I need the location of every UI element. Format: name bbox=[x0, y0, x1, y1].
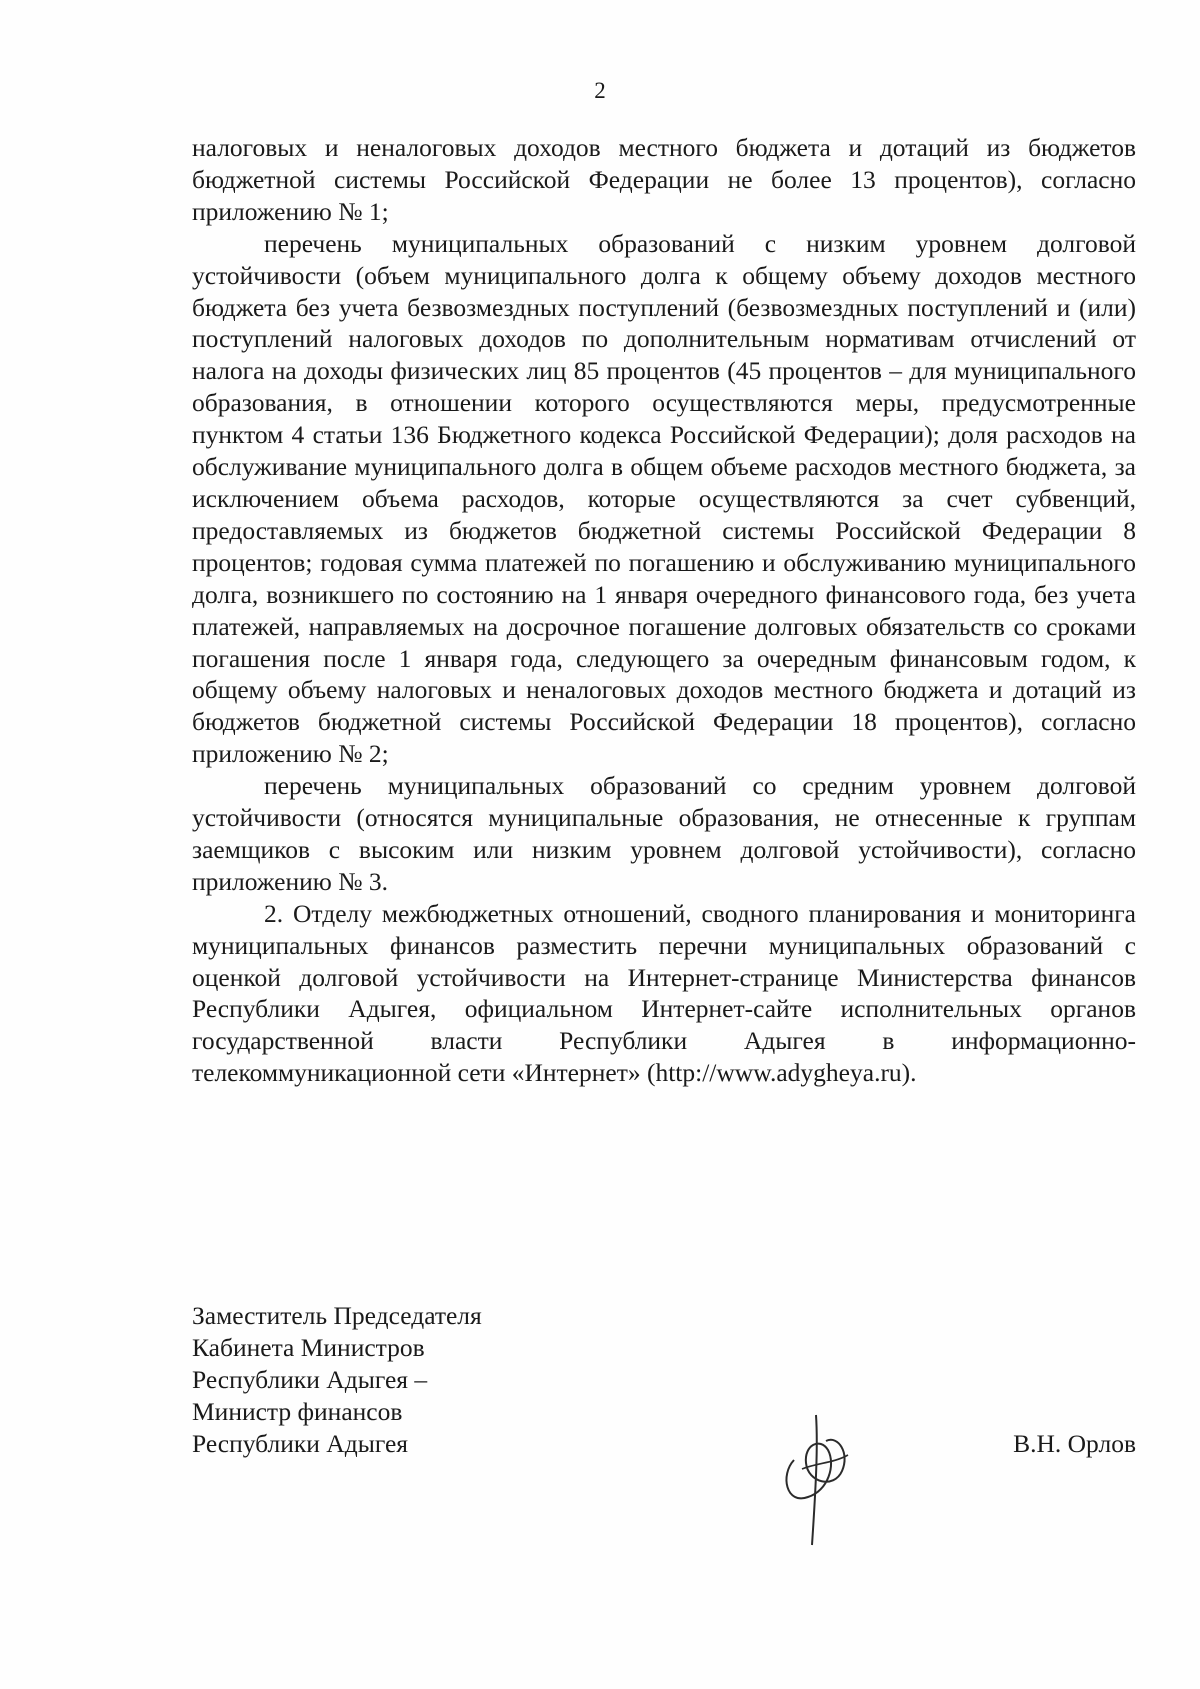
signatory-position bbox=[192, 1300, 1136, 1460]
position-line: Республики Адыгея bbox=[192, 1429, 408, 1458]
position-line: Кабинета Министров bbox=[192, 1333, 425, 1362]
paragraph-3: перечень муниципальных образований со средним уровнем долговой устойчивости (относятся муниципальные образования, не отнесенные к группам заемщиков с высоким или низким уровнем долговой устойчивости), согласно приложению № 3. bbox=[192, 771, 1136, 896]
paragraph-1: налоговых и неналоговых доходов местного бюджета и дотаций из бюджетов бюджетной системы Российской Федерации не более 13 процентов), согласно приложению № 1; bbox=[192, 133, 1136, 226]
position-line: Заместитель Председателя bbox=[192, 1301, 482, 1330]
document-body bbox=[192, 132, 1136, 1089]
paragraph-2: перечень муниципальных образований с низким уровнем долговой устойчивости (объем муниципального долга к общему объему доходов местного бюджета без учета безвозмездных поступлений (безвозмездных поступлений и (или) поступлений налоговых доходов по дополнительным нормативам отчислений от налога на доходы физических лиц 85 процентов (45 процентов – для муниципального образования, в отношении которого осуществляются меры, предусмотренные пунктом 4 статьи 136 Бюджетного кодекса Российской Федерации); доля расходов на обслуживание муниципального долга в общем объеме расходов местного бюджета, за исключением объема расходов, которые осуществляются за счет субвенций, предоставляемых из бюджетов бюджетной системы Российской Федерации 8 процентов; годовая сумма платежей по погашению и обслуживанию муниципального долга, возникшего по состоянию на 1 января очередного финансового года, без учета платежей, направляемых на досрочное погашение долговых обязательств со сроками погашения после 1 января года, следующего за очередным финансовым годом, к общему объему налоговых и неналоговых доходов местного бюджета и дотаций из бюджетов бюджетной системы Российской Федерации 18 процентов), согласно приложению № 2; bbox=[192, 228, 1136, 769]
page-number: 2 bbox=[594, 78, 606, 103]
position-line: Министр финансов bbox=[192, 1397, 403, 1426]
position-line: Республики Адыгея – bbox=[192, 1365, 428, 1394]
signatory-name: В.Н. Орлов bbox=[1013, 1429, 1136, 1458]
handwritten-signature-icon bbox=[776, 1405, 876, 1555]
paragraph-4: 2. Отделу межбюджетных отношений, сводного планирования и мониторинга муниципальных финансов разместить перечни муниципальных образований с оценкой долговой устойчивости на Интернет-странице Министерства финансов Республики Адыгея, официальном Интернет-сайте исполнительных органов государственной власти Республики Адыгея в информационно-телекоммуникационной сети «Интернет» (http://www.adygheya.ru). bbox=[192, 898, 1136, 1088]
